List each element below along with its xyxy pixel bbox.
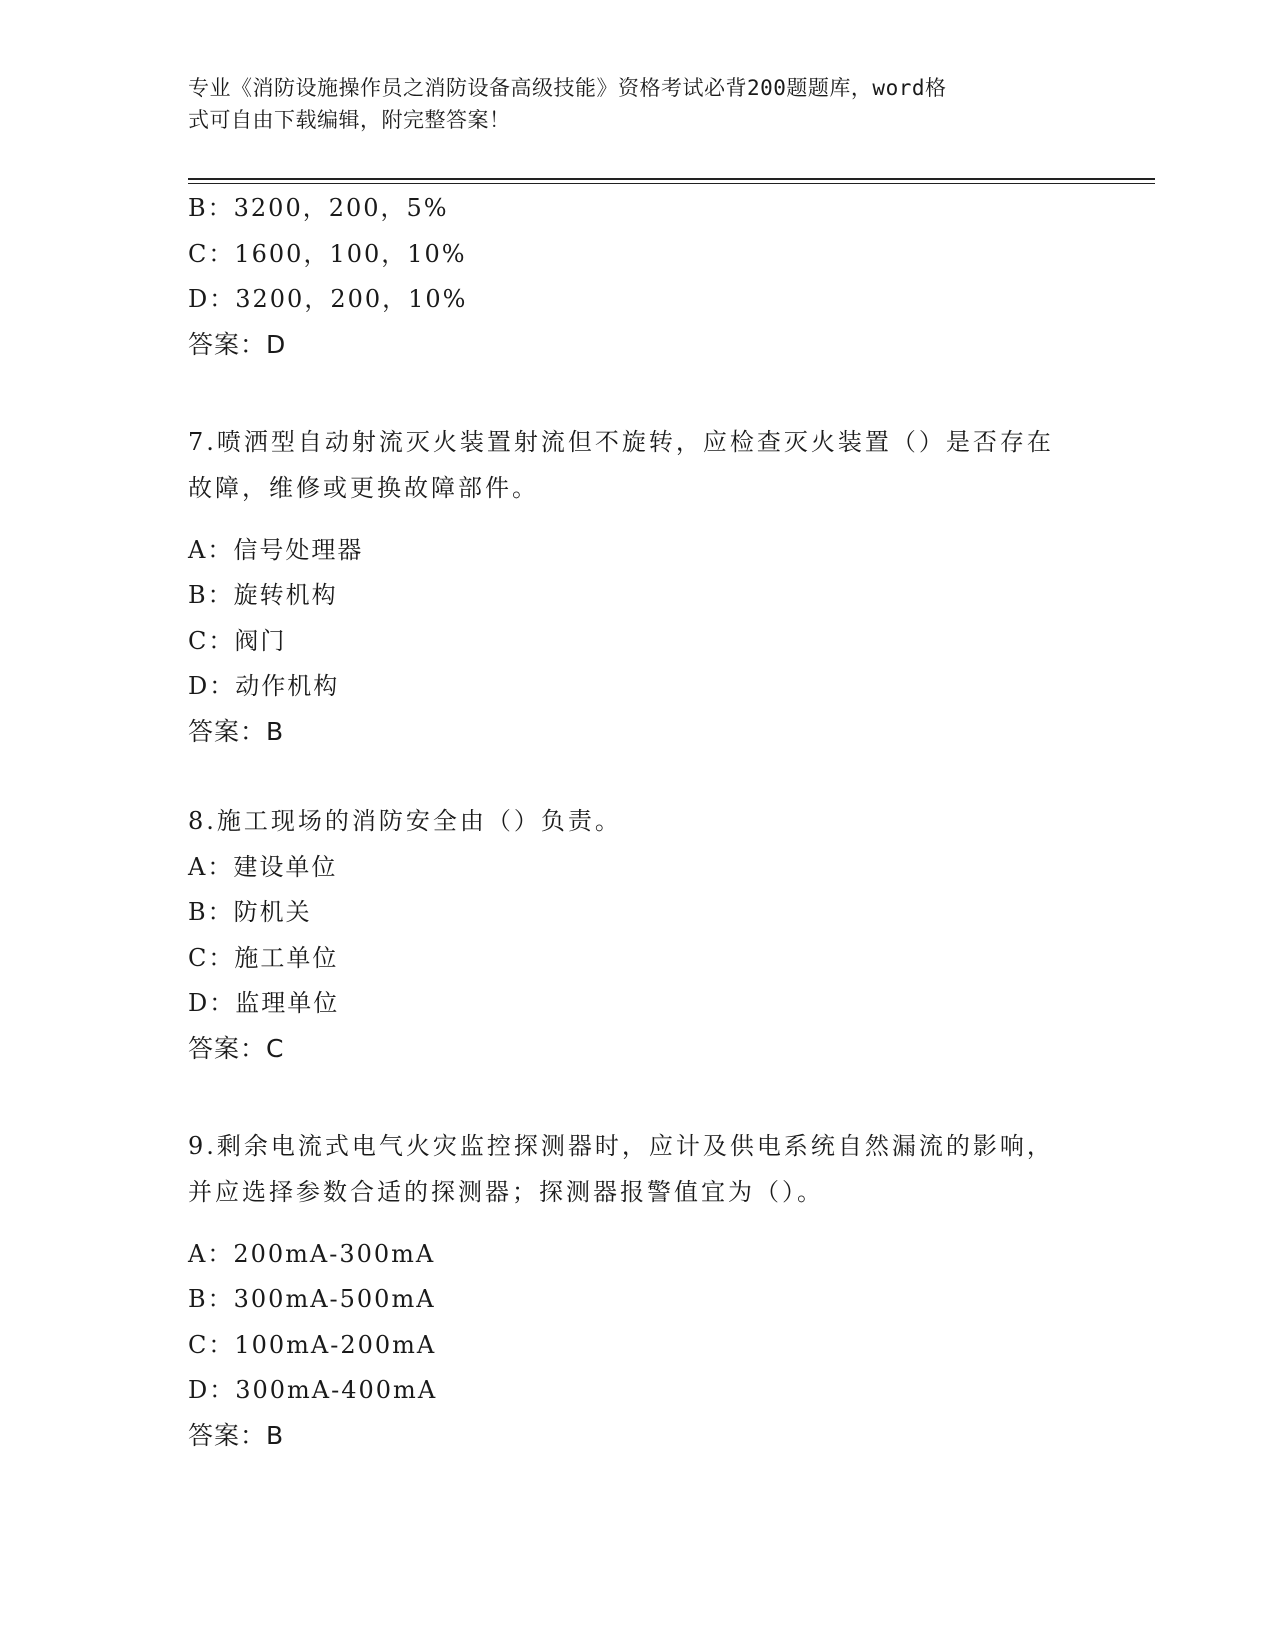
- option-c: C：100mA-200mA: [188, 1330, 437, 1359]
- question-9: [188, 1123, 1068, 1451]
- document-header: [188, 72, 1068, 136]
- question-list: [188, 193, 1068, 1466]
- header-line-1: 专业《消防设施操作员之消防设备高级技能》资格考试必背200题题库，word格: [188, 76, 947, 100]
- option-d: D：300mA-400mA: [188, 1376, 438, 1404]
- answer: 答案：D: [188, 329, 287, 359]
- option-b: B：防机关: [188, 898, 312, 926]
- answer: 答案：C: [188, 1033, 285, 1063]
- option-c: C：1600，100，10%: [188, 239, 467, 268]
- option-b: B：3200，200，5%: [188, 194, 449, 222]
- answer: 答案：B: [188, 1420, 285, 1450]
- option-a: A：信号处理器: [188, 535, 364, 564]
- question-8: [188, 806, 1068, 1064]
- header-divider-thick: [188, 178, 1155, 180]
- option-c: C：施工单位: [188, 943, 339, 972]
- option-d: D：监理单位: [188, 989, 340, 1017]
- answer: 答案：B: [188, 716, 285, 746]
- option-b: B：300mA-500mA: [188, 1285, 436, 1313]
- option-d: D：3200，200，10%: [188, 285, 468, 313]
- question-stem: 8.施工现场的消防安全由（）负责。: [188, 807, 622, 835]
- question-7: [188, 419, 1068, 747]
- header-divider-thin: [188, 183, 1155, 184]
- option-b: B：旋转机构: [188, 581, 338, 609]
- option-c: C：阀门: [188, 626, 287, 655]
- continued-question: [188, 193, 1068, 360]
- header-line-2: 式可自由下载编辑，附完整答案！: [188, 108, 511, 132]
- option-a: A：200mA-300mA: [188, 1239, 436, 1268]
- option-a: A：建设单位: [188, 852, 338, 881]
- option-d: D：动作机构: [188, 672, 340, 700]
- question-stem: 7.喷洒型自动射流灭火装置射流但不旋转，应检查灭火装置（）是否存在故障，维修或更换故障部件。: [188, 428, 1054, 502]
- question-stem: 9.剩余电流式电气火灾监控探测器时，应计及供电系统自然漏流的影响，并应选择参数合适的探测器；探测器报警值宜为（）。: [188, 1132, 1054, 1206]
